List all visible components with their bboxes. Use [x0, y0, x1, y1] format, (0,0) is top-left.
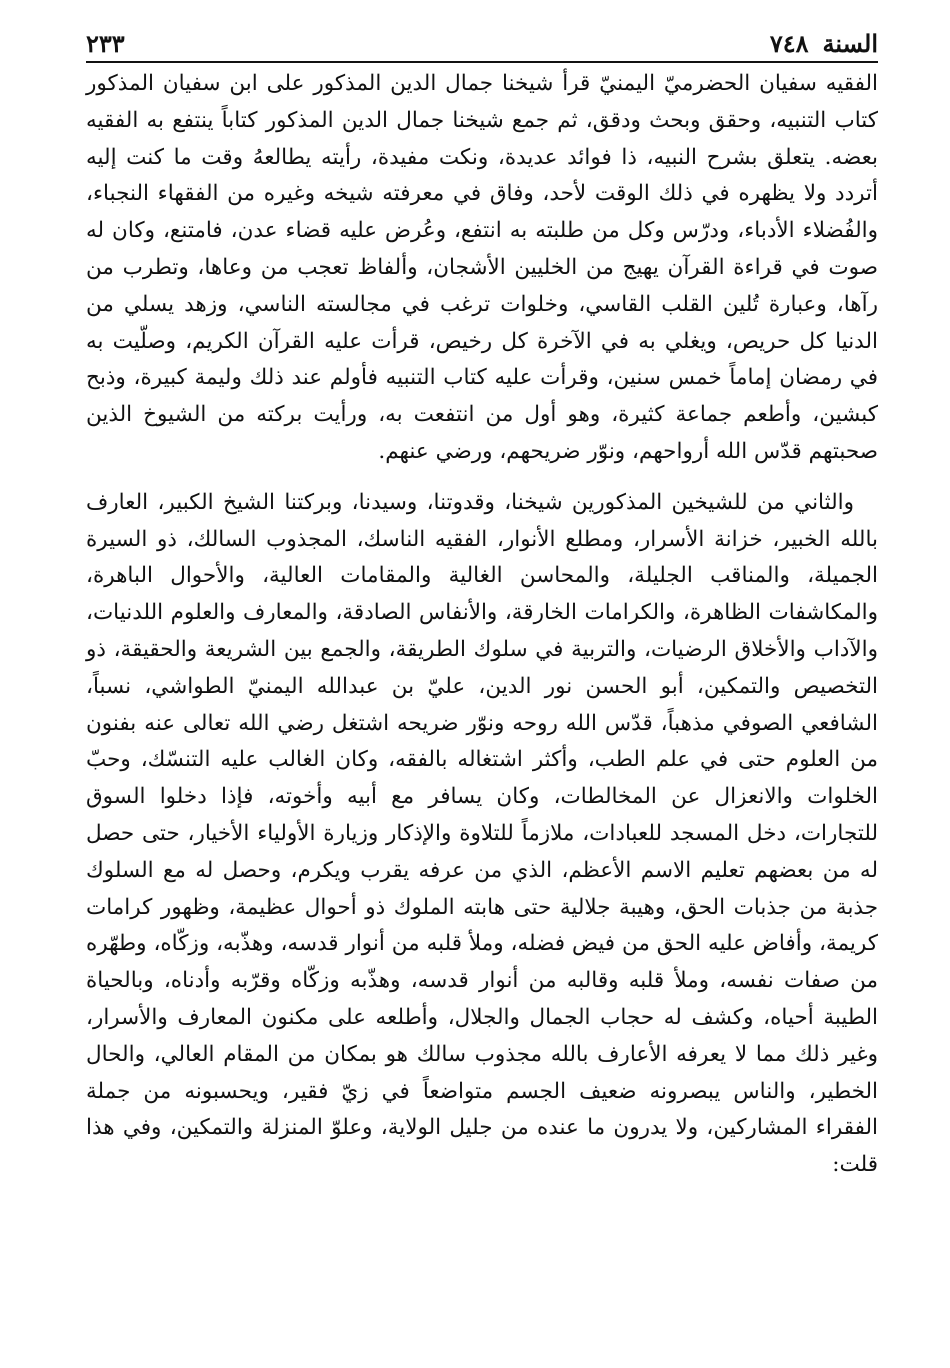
paragraph-1: الفقيه سفيان الحضرميّ اليمنيّ قرأ شيخنا جمال الدين المذكور على ابن سفيان المذكور كتاب التنبيه، وحقق وبحث ودقق، ثم جمع شيخنا جمال الدين المذكور كتاباً ينتفع به الفقيه بعضه. يتعلق بشرح النبيه، ذا فوائد عديدة، ونكت مفيدة، رأيته يطالعهُ وقت ما كنت إليه أتردد ولا يظهره في ذلك الوقت لأحد، وفاق في معرفته شيخه وغيره من الفقهاء النجباء، والفُضلاء الأدباء، ودرّس وكل من طلبته به انتفع، وعُرض عليه قضاء عدن، فامتنع، وكان له صوت في قراءة القرآن يهيج من الخليين الأشجان، وألفاظ تعجب من وعاها، وتطرب من رآها، وعبارة تُلين القلب القاسي، وخلوات ترغب في مجالسته الناسي، وزهد يسلي من الدنيا كل حريص، ويغلي به في الآخرة كل رخيص، قرأت عليه القرآن الكريم، وصلّيت به في رمضان إماماً خمس سنين، وقرأت عليه كتاب التنبيه فأولم عند ذلك وليمة كبيرة، وذبح كبشين، وأطعم جماعة كثيرة، وهو أول من انتفعت به، ورأيت بركته من الشيوخ الذين صحبتهم قدّس الله أرواحهم، ونوّر ضريحهم، ورضي عنهم.: [86, 71, 878, 464]
header-rule: [86, 61, 878, 63]
year-heading: [770, 30, 878, 58]
page-number: ٢٣٣: [86, 29, 125, 58]
paragraph-2: والثاني من للشيخين المذكورين شيخنا، وقدوتنا، وسيدنا، وبركتنا الشيخ الكبير، العارف بالله الخبير، خزانة الأسرار، ومطلع الأنوار، الفقيه الناسك، المجذوب السالك، ذو السيرة الجميلة، والمناقب الجليلة، والمحاسن الغالية والمقامات العالية، والأحوال الباهرة، والمكاشفات الظاهرة، والكرامات الخارقة، والأنفاس الصادقة، والمعارف والعلوم اللدنيات، والآداب والأخلاق الرضيات، والتربية في سلوك الطريقة، والجمع بين الشريعة والحقيقة، ذو التخصيص والتمكين، أبو الحسن نور الدين، عليّ بن عبدالله اليمنيّ الطواشي، نسباً، الشافعي الصوفي مذهباً، قدّس الله روحه ونوّر ضريحه اشتغل رضي الله تعالى عنه بفنون من العلوم حتى في علم الطب، وأكثر اشتغاله بالفقه، وكان الغالب عليه التنسّك، وحبّ الخلوات والانعزال عن المخالطات، وكان يسافر مع أبيه وأخوته، فإذا دخلوا السوق للتجارات، دخل المسجد للعبادات، ملازماً للتلاوة والإذكار وزيارة الأولياء الأخيار، حتى حصل له من بعضهم تعليم الاسم الأعظم، الذي من عرفه يقرب ويكرم، وحصل له مع السلوك جذبة من جذبات الحق، وهيبة جلالية حتى هابته الملوك ذو أحوال عظيمة، وظهور كرامات كريمة، وأفاض عليه الحق من فيض فضله، وملأ قلبه من أنوار قدسه، وهذّبه، وزكّاه، وطهّره من صفات نفسه، وملأ قلبه وقالبه من أنوار قدسه، وهذّبه وزكّاه وقرّبه وأدناه، وبالحياة الطيبة أحياه، وكشف له حجاب الجمال والجلال، وأطلعه على مكنون المعارف والأسرار، وغير ذلك مما لا يعرفه الأعارف بالله مجذوب سالك هو بمكان من المقام العالي، والحال الخطير، والناس يبصرونه ضعيف الجسم متواضعاً في زيّ فقير، ويحسبونه من جملة الفقراء المشاركين، ولا يدرون ما عنده من جليل الولاية، وعلوّ المنزلة والتمكين، وفي هذا قلت:: [86, 489, 878, 1178]
body-text: [86, 66, 878, 1184]
running-head: [86, 18, 878, 58]
year-label: السنة: [822, 29, 878, 58]
year-value: ٧٤٨: [769, 29, 809, 58]
